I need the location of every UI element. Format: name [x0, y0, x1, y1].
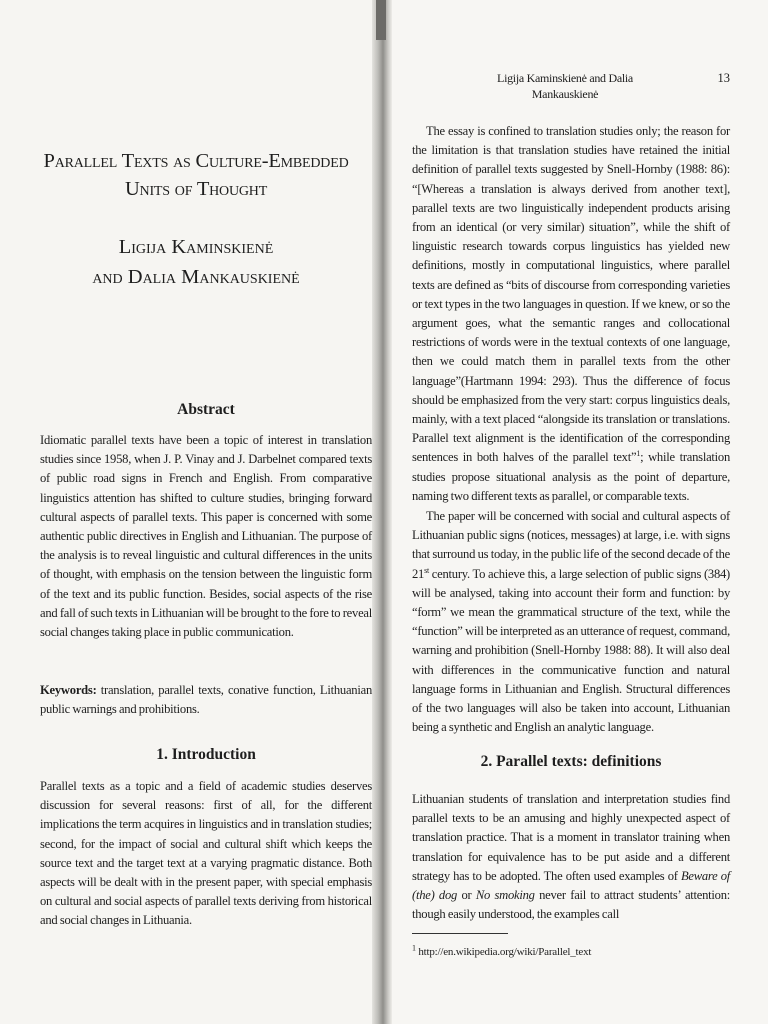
paragraph-1-tail: ; while translation studies propose situational analysis as the point of departure, naming two different texts as parallel, or comparable texts.	[412, 450, 730, 503]
right-paragraph-2	[412, 507, 730, 737]
keywords	[40, 681, 372, 719]
footnote-number: 1	[412, 943, 416, 953]
title-line-1: Parallel Texts as Culture-Embedded	[43, 150, 349, 172]
example-beware-of-dog: Beware of (the) dog	[412, 868, 730, 903]
author-line-2: and Dalia Mankauskienė	[92, 266, 300, 288]
article-title	[20, 147, 372, 203]
footnote-marker: 1	[636, 449, 641, 459]
example-no-smoking: No smoking	[475, 888, 535, 903]
introduction-text: Parallel texts as a topic and a field of academic studies deserves discussion for several reasons: first of all, for the different implications the term acquires in linguistics and in translation studies; second, for the impact of social and cultural shift which keeps the source text and the target text at a varying pragmatic distance. Both aspects will be dealt with in the present paper, with special emphasis on cultural and social aspects of parallel texts deriving from historical and social changes in Lithuania.	[40, 779, 372, 928]
paragraph-3-part-2: or	[457, 888, 476, 903]
keywords-text: translation, parallel texts, conative function, Lithuanian public warnings and prohibitions.	[40, 683, 372, 717]
paragraph-1-main: The essay is confined to translation studies only; the reason for the limitation is that translation studies have retained the initial definition of parallel texts suggested by Snell-Hornby (1988: 86): “[Whereas a translation is always derived from another text], parallel texts are two linguistically independent products arising from an identical (or very similar) situation”, while the shift of linguistic research towards corpus linguistics has yielded new definitions, mostly in computational linguistics, where parallel texts are defined as “bits of discourse from corresponding varieties or text types in the two languages in question. If we knew, or so the argument goes, what the semantic ranges and collocational restrictions of words were in the textual contexts of one language, then we could match them in parallel texts from the other language”(Hartmann 1994: 293). Thus the difference of focus should be emphasized from the very start: corpus linguistics deals, mainly, with a text placed “alongside its translation or translations. Parallel text alignment is the identification of the corresponding sentences in both halves of the parallel text”	[412, 124, 730, 465]
footnote-divider	[412, 933, 508, 934]
gutter-shadow	[376, 0, 386, 40]
page-number: 13	[717, 71, 730, 85]
footnote-url[interactable]: http://en.wikipedia.org/wiki/Parallel_text	[415, 946, 592, 958]
footnote	[412, 945, 730, 959]
right-paragraph-3	[412, 790, 730, 924]
paragraph-2-tail: century. To achieve this, a large selection of public signs (384) will be analysed, taking into account their form and function: by “form” we mean the grammatical structure of the text, while the “function” will be interpreted as an utterance of request, command, warning and prohibition (Snell-Hornby 1988: 88). It will also deal with differences in the communicative function and natural language forms in Lithuanian and English. Structural differences of the two languages will also be taken into account, Lithuanian being a synthetic and English an analytic language.	[412, 566, 730, 735]
section-2-heading: 2. Parallel texts: definitions	[480, 753, 662, 770]
introduction-heading: 1. Introduction	[156, 746, 256, 763]
article-authors	[20, 232, 372, 292]
abstract-text: Idiomatic parallel texts have been a topic of interest in translation studies since 1958, when J. P. Vinay and J. Darbelnet compared texts of public road signs in French and English. From comparative linguistics attention has shifted to culture studies, bringing forward cultural aspects of parallel texts. This paper is concerned with some authentic public directives in English and Lithuanian. The purpose of the analysis is to reveal linguistic and cultural differences in the units of thought, with emphasis on the tension between the linguistic form of the text and its public function. Besides, social aspects of the rise and fall of such texts in Lithuanian will be brought to the fore to reveal social changes taking place in public communication.	[40, 433, 372, 640]
ordinal-suffix: st	[424, 565, 429, 575]
running-head: Ligija Kaminskienė and Dalia Mankauskienė	[497, 71, 633, 101]
author-line-1: Ligija Kaminskienė	[118, 236, 274, 258]
title-line-2: Units of Thought	[124, 178, 268, 200]
paragraph-3-part-1: Lithuanian students of translation and interpretation studies find parallel texts to be an amusing and highly unexpected aspect of translation practice. That is a moment in translator training when translation for equivalence has to be put aside and a different strategy has to be adopted. The often used examples of	[412, 792, 730, 883]
abstract-heading: Abstract	[177, 401, 235, 418]
right-paragraph-1	[412, 122, 730, 506]
paragraph-3-part-3: never fail to attract students’ attention: though easily understood, the examples call	[412, 888, 731, 922]
paragraph-2-main: The paper will be concerned with social and cultural aspects of Lithuanian public signs (notices, messages) at large, i.e. with signs that surround us today, in the public life of the second decade of the 21	[412, 509, 730, 581]
book-gutter	[372, 0, 392, 1024]
keywords-label: Keywords:	[40, 683, 97, 697]
